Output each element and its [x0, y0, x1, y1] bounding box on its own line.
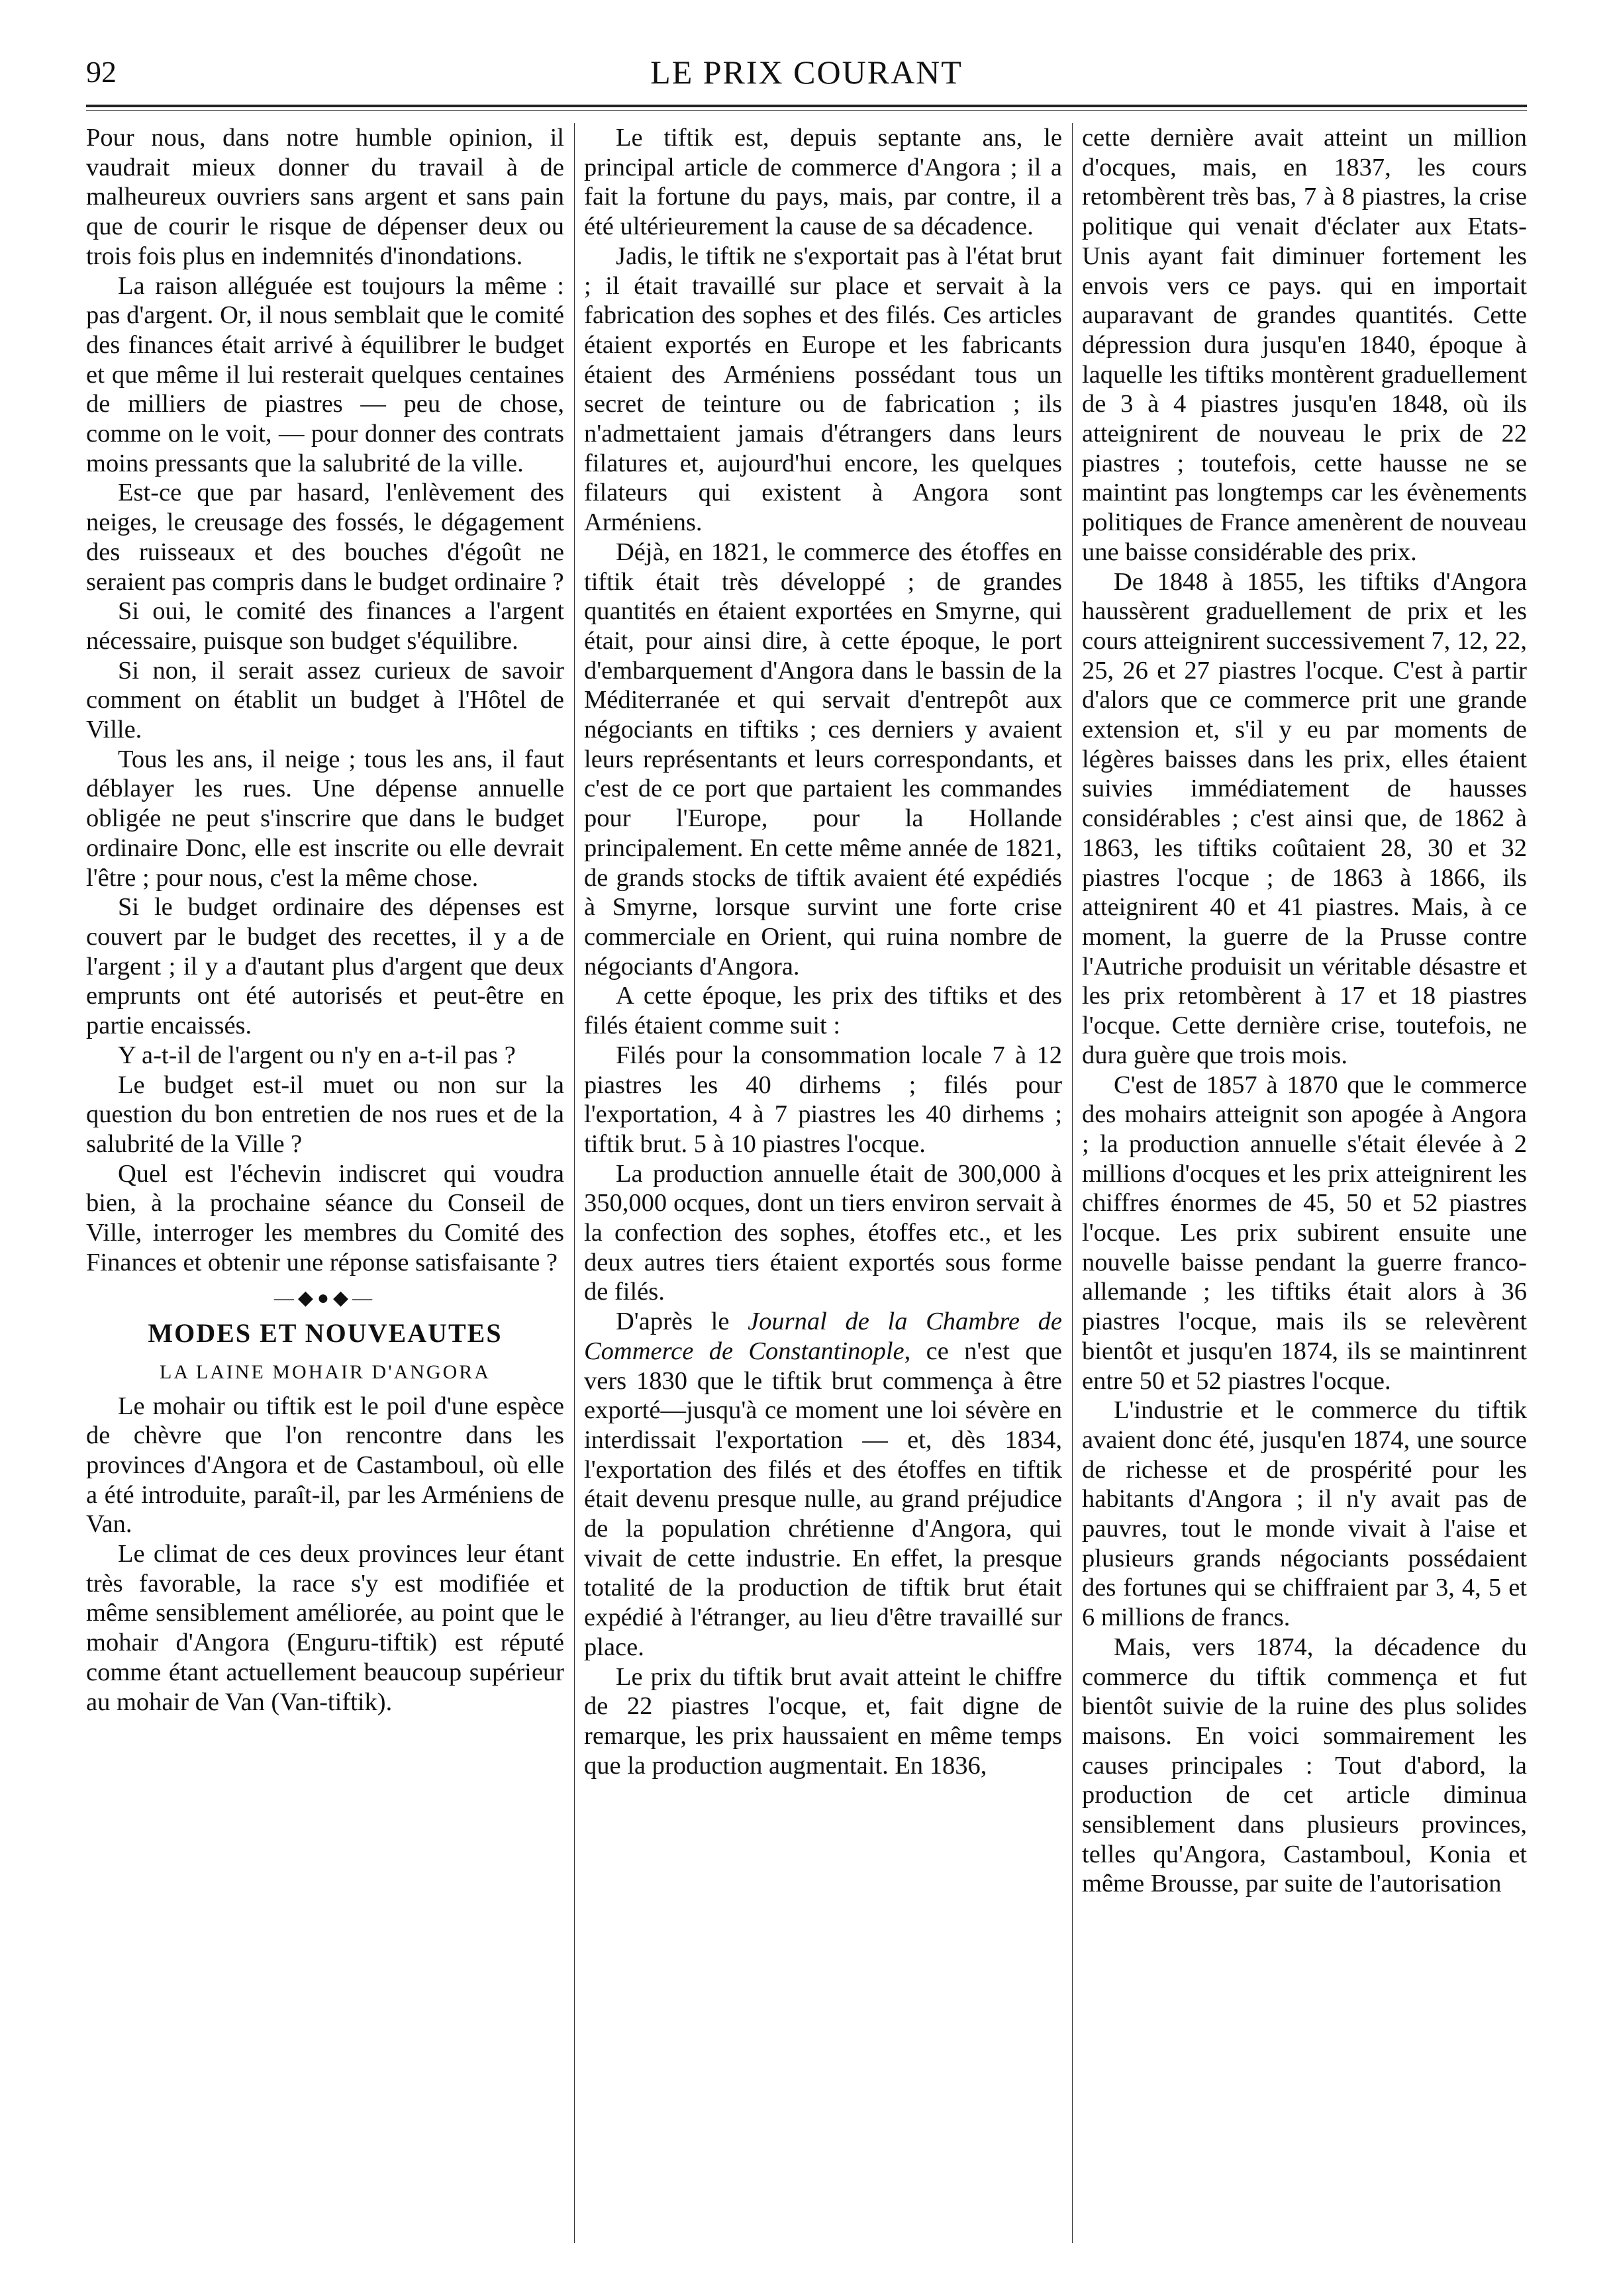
paragraph: Le mohair ou tiftik est le poil d'une espèce de chèvre que l'on rencontre dans les provinces d'Angora et de Castamboul, où elle a été introduite, paraît-il, par les Arméniens de Van.: [86, 1392, 564, 1539]
paragraph: Tous les ans, il neige ; tous les ans, il faut déblayer les rues. Une dépense annuelle obligée ne peut s'inscrire que dans le budget ordinaire Donc, elle est inscrite ou elle devrait l'être ; pour nous, c'est la même chose.: [86, 745, 564, 892]
paragraph: L'industrie et le commerce du tiftik avaient donc été, jusqu'en 1874, une source de richesse et de prospérité pour les habitants d'Angora ; il n'y avait pas de pauvres, tout le monde vivait à l'aise et plusieurs grands négociants possédaient des fortunes qui se chiffraient par 3, 4, 5 et 6 millions de francs.: [1082, 1396, 1527, 1632]
paragraph: Déjà, en 1821, le commerce des étoffes en tiftik était très développé ; de grandes quantités en étaient exportées en Smyrne, qui était, pour ainsi dire, à cette époque, le port d'embarquement d'Angora dans le bassin de la Méditerranée et qui servait d'entrepôt aux négociants en tiftiks ; ces derniers y avaient leurs représentants et leurs correspondants, et c'est de ce port que partaient les commandes pour l'Europe, pour la Hollande principalement. En cette même année de 1821, de grands stocks de tiftik avaient été expédiés à Smyrne, lorsque survint une forte crise commerciale en Orient, qui ruina nombre de négociants d'Angora.: [584, 538, 1062, 981]
paragraph: A cette époque, les prix des tiftiks et des filés étaient comme suit :: [584, 982, 1062, 1040]
running-title: LE PRIX COURANT: [650, 54, 963, 91]
paragraph: Le prix du tiftik brut avait atteint le chiffre de 22 piastres l'ocque, et, fait digne de remarque, les prix haussaient en même temps que la production augmentait. En 1836,: [584, 1662, 1062, 1780]
paragraph: La production annuelle était de 300,000 à 350,000 ocques, dont un tiers environ servait à la confection des sophes, étoffes etc., et les deux autres tiers étaient exportés sous forme de filés.: [584, 1159, 1062, 1306]
journal-paragraph: [584, 1307, 1062, 1662]
page-number: 92: [86, 55, 117, 89]
column-divider: [1072, 123, 1073, 2243]
paragraph: Le tiftik est, depuis septante ans, le principal article de commerce d'Angora ; il a fait la fortune du pays, mais, par contre, il a été ultérieurement la cause de sa décadence.: [584, 124, 1062, 241]
column-3: [1082, 123, 1527, 2243]
text-columns: [86, 123, 1527, 2243]
column-1: [86, 123, 564, 2243]
article-title: LA LAINE MOHAIR D'ANGORA: [160, 1361, 491, 1383]
paragraph: Y a-t-il de l'argent ou n'y en a-t-il pas ?: [118, 1041, 516, 1069]
paragraph: Mais, vers 1874, la décadence du commerce du tiftik commença et fut bientôt suivie de la ruine des plus solides maisons. En voici sommairement les causes principales : Tout d'abord, la production de cet article diminua sensiblement dans plusieurs provinces, telles qu'Angora, Castamboul, Konia et même Brousse, par suite de l'autorisation: [1082, 1633, 1527, 1898]
paragraph: La raison alléguée est toujours la même : pas d'argent. Or, il nous semblait que le comité des finances était arrivé à équilibrer le budget et que même il lui resterait quelques centaines de milliers de piastres — peu de chose, comme on le voit, — pour donner des contrats moins pressants que la salubrité de la ville.: [86, 271, 564, 477]
paragraph: Si le budget ordinaire des dépenses est couvert par le budget des recettes, il y a de l'argent ; il y a d'autant plus d'argent que deux emprunts ont été autorisés et peut-être en partie encaissés.: [86, 893, 564, 1040]
paragraph: cette dernière avait atteint un million d'ocques, mais, en 1837, les cours retombèrent très bas, 7 à 8 piastres, la crise politique qui venait d'éclater aux Etats-Unis ayant fait diminuer fortement les envois vers ce pays. qui en importait auparavant de grandes quantités. Cette dépression dura jusqu'en 1840, époque à laquelle les tiftiks montèrent graduellement de 3 à 4 piastres jusqu'en 1848, où ils atteignirent de nouveau le prix de 22 piastres ; toutefois, cette hausse ne se maintint pas longtemps car les évènements politiques de France amenèrent de nouveau une baisse considérable des prix.: [1082, 124, 1527, 566]
paragraph: De 1848 à 1855, les tiftiks d'Angora haussèrent graduellement de prix et les cours atteignirent successivement 7, 12, 22, 25, 26 et 27 piastres l'ocque. C'est à partir d'alors que ce commerce prit une grande extension et, s'il y eu par moments de légères baisses dans les prix, elles étaient suivies immédiatement de hausses considérables ; c'est ainsi que, de 1862 à 1863, les tiftiks coûtaient 28, 30 et 32 piastres l'ocque ; de 1863 à 1866, ils atteignirent 40 et 41 piastres. Mais, à ce moment, la guerre de la Prusse contre l'Autriche produisit un véritable désastre et les prix retombèrent à 17 et 18 piastres l'ocque. Cette dernière crise, toutefois, ne dura guère que trois mois.: [1082, 567, 1527, 1069]
section-heading: MODES ET NOUVEAUTES: [148, 1318, 503, 1349]
header-rule-thin: [86, 110, 1527, 111]
journal-title: Journal de la Chambre de Commerce de Constantinople: [584, 1308, 1062, 1365]
journal-rest: , ce n'est que vers 1830 que le tiftik brut commença à être exporté—jusqu'à ce moment une loi sévère en interdissait l'exportation — et, dès 1834, l'exportation des filés et des étoffes en tiftik était devenu presque nulle, au grand préjudice de la population chrétienne d'Angora, qui vivait de cette industrie. En effet, la presque totalité de la production de tiftik brut était expédié à l'étranger, au lieu d'être travaillé sur place.: [584, 1337, 1062, 1661]
paragraph: Si non, il serait assez curieux de savoir comment on établit un budget à l'Hôtel de Ville.: [86, 656, 564, 744]
page-header: [86, 40, 1527, 93]
paragraph: Quel est l'échevin indiscret qui voudra bien, à la prochaine séance du Conseil de Ville, interroger les membres du Comité des Finances et obtenir une réponse satisfaisante ?: [86, 1159, 564, 1276]
paragraph: Le climat de ces deux provinces leur étant très favorable, la race s'y est modifiée et même sensiblement améliorée, au point que le mohair d'Angora (Enguru-tiftik) est réputé comme étant actuellement beaucoup supérieur au mohair de Van (Van-tiftik).: [86, 1540, 564, 1716]
paragraph: Jadis, le tiftik ne s'exportait pas à l'état brut ; il était travaillé sur place et servait à la fabrication des sophes et des filés. Ces articles étaient exportés en Europe et les fabricants étaient des Arméniens possédant tous un secret de teinture ou de fabrication ; ils n'admettaient jamais d'étrangers dans leurs filatures et, aujourd'hui encore, les quelques filateurs qui existent à Angora sont Arméniens.: [584, 242, 1062, 537]
section-ornament: —◆●◆—: [273, 1287, 377, 1310]
paragraph: Filés pour la consommation locale 7 à 12 piastres les 40 dirhems ; filés pour l'exportation, 4 à 7 piastres les 40 dirhems ; tiftik brut. 5 à 10 piastres l'ocque.: [584, 1041, 1062, 1158]
paragraph: C'est de 1857 à 1870 que le commerce des mohairs atteignit son apogée à Angora ; la production annuelle s'était élevée à 2 millions d'ocques et les prix atteignirent les chiffres énormes de 45, 50 et 52 piastres l'ocque. Les prix subirent ensuite une nouvelle baisse pendant la guerre franco-allemande ; les tiftiks était alors à 36 piastres l'ocque, mais ils se relevèrent bientôt et jusqu'en 1874, ils se maintinrent entre 50 et 52 piastres l'ocque.: [1082, 1071, 1527, 1395]
header-rule: [86, 105, 1527, 107]
journal-intro: D'après le: [616, 1308, 748, 1336]
column-2: [584, 123, 1062, 2243]
column-divider: [574, 123, 575, 2243]
paragraph: Est-ce que par hasard, l'enlèvement des neiges, le creusage des fossés, le dégagement des ruisseaux et des bouches d'égoût ne seraient pas compris dans le budget ordinaire ?: [86, 479, 564, 596]
paragraph: Le budget est-il muet ou non sur la question du bon entretien de nos rues et de la salubrité de la Ville ?: [86, 1071, 564, 1158]
paragraph: Si oui, le comité des finances a l'argent nécessaire, puisque son budget s'équilibre.: [86, 597, 564, 655]
paragraph: Pour nous, dans notre humble opinion, il vaudrait mieux donner du travail à de malheureux ouvriers sans argent et sans pain que de courir le risque de dépenser deux ou trois fois plus en indemnités d'inondations.: [86, 124, 564, 270]
